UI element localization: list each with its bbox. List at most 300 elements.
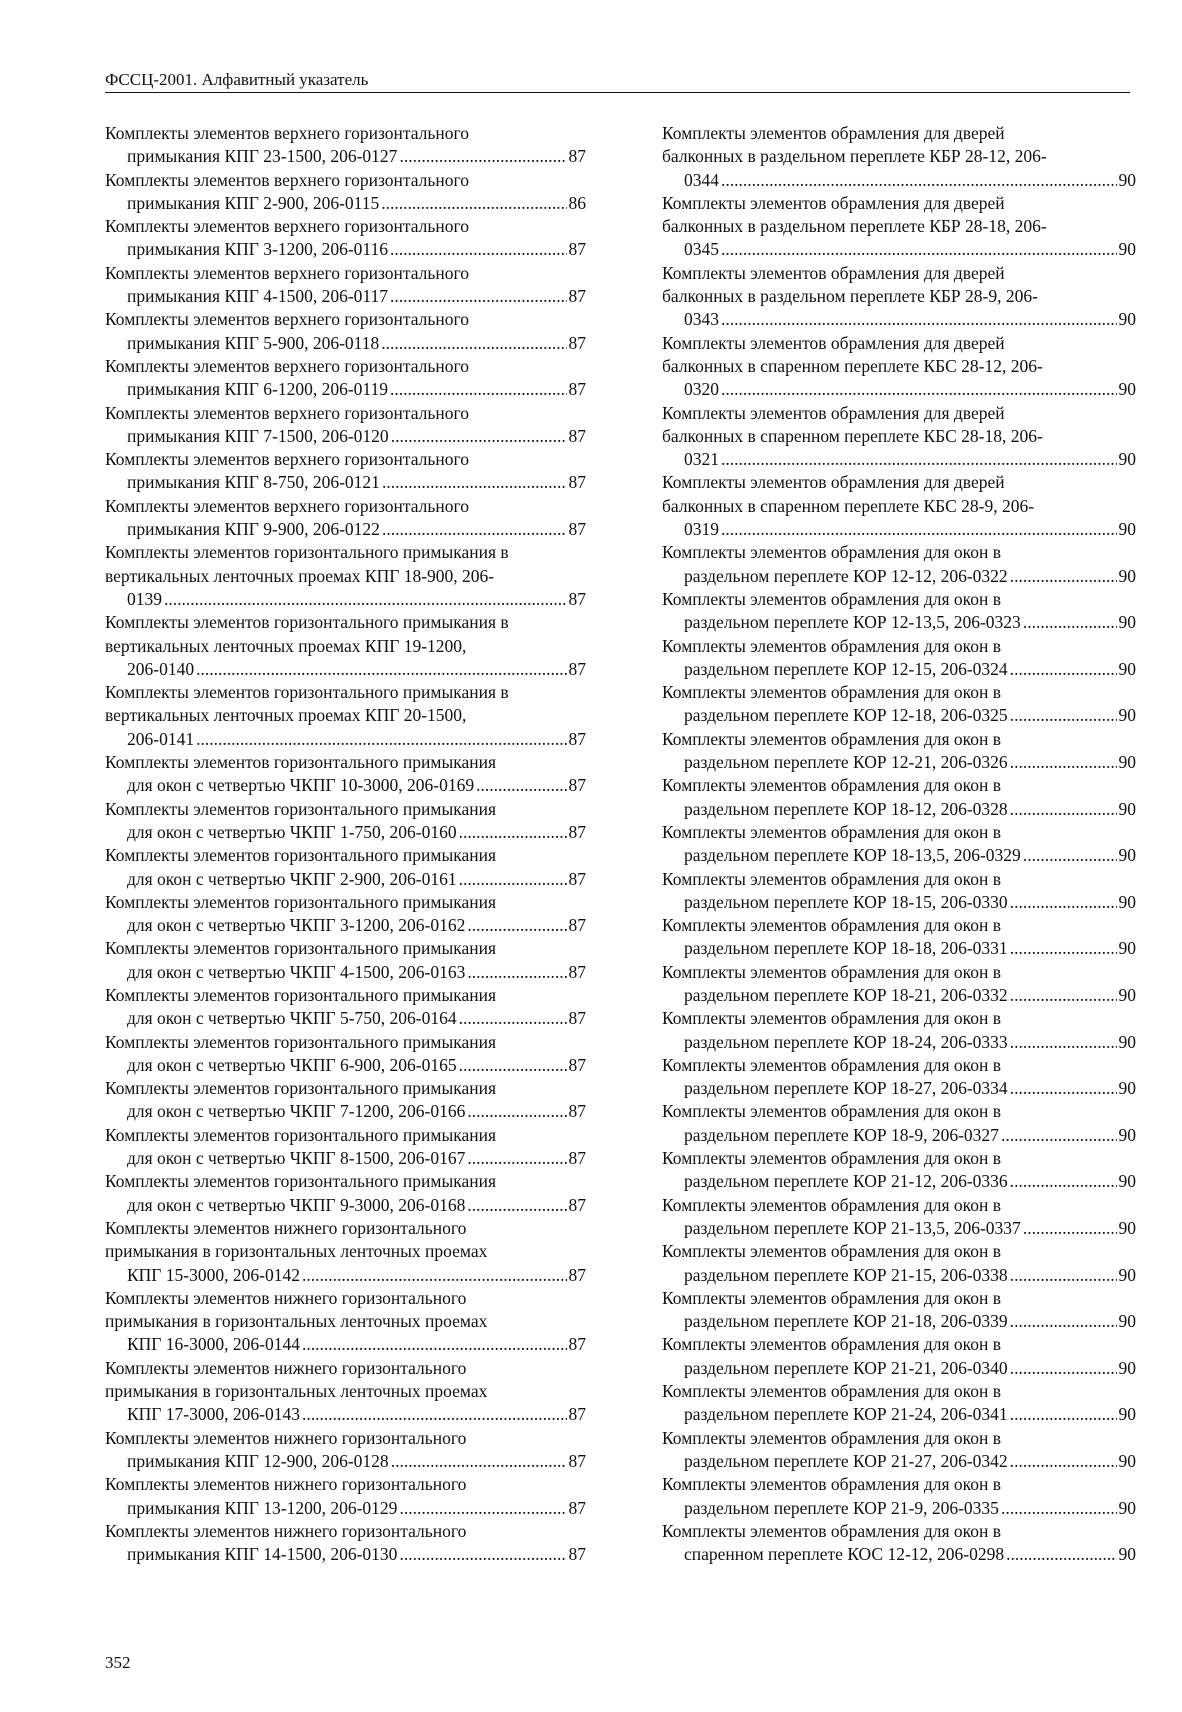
index-entry-code: раздельном переплете КОР 18-18, 206-0331	[684, 938, 1008, 959]
index-entry	[662, 1427, 1136, 1474]
index-entry-code: 206-0141	[127, 728, 195, 749]
index-entry-line: Комплекты элементов верхнего горизонтального	[105, 449, 469, 470]
index-entry-line: Комплекты элементов верхнего горизонтального	[105, 355, 469, 376]
index-entry-page: 90	[1118, 1031, 1136, 1052]
index-entry-reference	[684, 1031, 1136, 1054]
index-entry-reference	[127, 1497, 586, 1520]
index-entry-page: 87	[568, 1544, 586, 1565]
index-entry	[105, 937, 586, 984]
index-entry-line: балконных в раздельном переплете КБР 28-9, 206-	[662, 286, 1038, 307]
index-entry-reference	[684, 448, 1136, 471]
index-entry-reference	[684, 1543, 1136, 1566]
index-entry-line: вертикальных ленточных проемах КПГ 18-900, 206-	[105, 565, 495, 586]
index-entry-reference	[684, 378, 1136, 401]
index-entry-code: раздельном переплете КОР 21-18, 206-0339	[684, 1311, 1008, 1332]
index-entry	[662, 961, 1136, 1008]
index-entry	[105, 751, 586, 798]
dot-leader	[1023, 844, 1117, 867]
index-entry	[662, 402, 1136, 472]
index-entry-line: Комплекты элементов обрамления для дверей	[662, 262, 1005, 283]
index-entry-page: 90	[1118, 1450, 1136, 1471]
index-entry	[105, 308, 586, 355]
index-entry-reference	[127, 1403, 586, 1426]
index-entry-reference	[127, 425, 586, 448]
index-entry-line: примыкания в горизонтальных ленточных проемах	[105, 1241, 488, 1262]
index-entry	[105, 122, 586, 169]
index-entry-code: раздельном переплете КОР 21-21, 206-0340	[684, 1357, 1008, 1378]
index-entry-reference	[684, 1450, 1136, 1473]
index-entry-line: Комплекты элементов горизонтального примыкания	[105, 1031, 497, 1052]
index-entry-reference	[684, 169, 1136, 192]
index-entry-page: 90	[1118, 752, 1136, 773]
index-entry-reference	[127, 238, 586, 261]
dot-leader	[721, 518, 1117, 541]
index-entry-line: балконных в раздельном переплете КБР 28-18, 206-	[662, 216, 1047, 237]
index-entry-reference	[127, 285, 586, 308]
index-entry	[105, 1077, 586, 1124]
index-entry-reference	[127, 378, 586, 401]
index-entry-line: Комплекты элементов горизонтального примыкания	[105, 984, 497, 1005]
index-entry-reference	[127, 332, 586, 355]
index-entry-line: Комплекты элементов обрамления для окон в	[662, 821, 1001, 842]
index-entry	[105, 611, 586, 681]
index-entry-page: 90	[1118, 379, 1136, 400]
index-entry	[662, 262, 1136, 332]
index-entry	[105, 169, 586, 216]
header-rule	[105, 92, 1130, 93]
index-entry-reference	[127, 728, 586, 751]
index-entry-page: 87	[568, 1101, 586, 1122]
dot-leader	[196, 658, 566, 681]
index-entry-line: Комплекты элементов горизонтального примыкания в	[105, 612, 509, 633]
index-entry-page: 90	[1118, 705, 1136, 726]
index-entry-reference	[127, 1054, 586, 1077]
index-entry-code: раздельном переплете КОР 21-9, 206-0335	[684, 1497, 999, 1518]
index-entry-line: Комплекты элементов горизонтального примыкания в	[105, 682, 509, 703]
dot-leader	[467, 1147, 566, 1170]
index-entry-page: 90	[1118, 1357, 1136, 1378]
index-entry-page: 87	[568, 425, 586, 446]
dot-leader	[302, 1333, 567, 1356]
index-entry-line: Комплекты элементов обрамления для окон в	[662, 1054, 1001, 1075]
index-entry-page: 87	[568, 658, 586, 679]
index-entry-line: Комплекты элементов верхнего горизонтального	[105, 123, 469, 143]
index-entry-code: КПГ 16-3000, 206-0144	[127, 1334, 300, 1355]
index-entry-code: примыкания КПГ 8-750, 206-0121	[127, 472, 380, 493]
index-entry-line: балконных в спаренном переплете КБС 28-9, 206-	[662, 495, 1035, 516]
index-entry	[105, 1031, 586, 1078]
index-entry-code: примыкания КПГ 23-1500, 206-0127	[127, 146, 398, 167]
dot-leader	[1010, 1264, 1117, 1287]
dot-leader	[721, 238, 1117, 261]
index-entry	[105, 448, 586, 495]
index-entry-reference	[127, 1147, 586, 1170]
index-entry-code: примыкания КПГ 9-900, 206-0122	[127, 519, 380, 540]
index-entry-code: раздельном переплете КОР 21-12, 206-0336	[684, 1171, 1008, 1192]
index-entry-code: для окон с четвертью ЧКПГ 7-1200, 206-0166	[127, 1101, 466, 1122]
index-entry	[105, 215, 586, 262]
index-entry-page: 87	[568, 728, 586, 749]
index-entry-code: раздельном переплете КОР 18-24, 206-0333	[684, 1031, 1008, 1052]
index-entry-reference	[684, 1403, 1136, 1426]
index-entry-line: Комплекты элементов обрамления для окон в	[662, 1520, 1001, 1541]
index-entry-line: Комплекты элементов обрамления для окон в	[662, 728, 1001, 749]
index-entry-reference	[127, 914, 586, 937]
index-entry-line: Комплекты элементов обрамления для окон в	[662, 682, 1001, 703]
index-entry-reference	[684, 238, 1136, 261]
index-entry-code: для окон с четвертью ЧКПГ 4-1500, 206-0163	[127, 961, 466, 982]
index-entry-reference	[684, 611, 1136, 634]
index-entry-line: Комплекты элементов обрамления для окон в	[662, 775, 1001, 796]
index-entry-page: 90	[1118, 169, 1136, 190]
index-entry-reference	[684, 1170, 1136, 1193]
index-entry-line: балконных в спаренном переплете КБС 28-18, 206-	[662, 425, 1043, 446]
index-entry-code: раздельном переплете КОР 18-12, 206-0328	[684, 798, 1008, 819]
index-entry-code: примыкания КПГ 12-900, 206-0128	[127, 1450, 389, 1471]
index-entry-code: 0320	[684, 379, 719, 400]
index-entry	[662, 681, 1136, 728]
dot-leader	[721, 378, 1117, 401]
dot-leader	[399, 145, 566, 168]
index-entry-line: Комплекты элементов обрамления для дверей	[662, 332, 1005, 353]
index-entry-page: 90	[1118, 239, 1136, 260]
index-entry-line: Комплекты элементов обрамления для окон в	[662, 1334, 1001, 1355]
index-entry-line: Комплекты элементов верхнего горизонтального	[105, 216, 469, 237]
index-entry-reference	[684, 1310, 1136, 1333]
dot-leader	[390, 238, 566, 261]
dot-leader	[382, 471, 567, 494]
index-entry	[662, 1194, 1136, 1241]
index-entry-line: Комплекты элементов нижнего горизонтального	[105, 1427, 467, 1448]
index-entry	[105, 798, 586, 845]
dot-leader	[1010, 1450, 1117, 1473]
index-entry-line: балконных в раздельном переплете КБР 28-12, 206-	[662, 146, 1047, 167]
index-entry-page: 87	[568, 472, 586, 493]
dot-leader	[1010, 1170, 1117, 1193]
index-entry-line: примыкания в горизонтальных ленточных проемах	[105, 1311, 488, 1332]
index-entry-page: 87	[568, 1008, 586, 1029]
index-entry-page: 87	[568, 821, 586, 842]
index-entry-page: 90	[1118, 1497, 1136, 1518]
index-entry	[662, 332, 1136, 402]
index-entry-page: 90	[1118, 845, 1136, 866]
index-entry-reference	[127, 774, 586, 797]
index-column-right	[662, 122, 1136, 1566]
index-entry-page: 87	[568, 239, 586, 260]
index-entry	[105, 402, 586, 449]
index-entry-line: Комплекты элементов обрамления для окон в	[662, 542, 1001, 563]
index-entry-reference	[127, 821, 586, 844]
index-entry	[105, 1357, 586, 1427]
index-entry-code: раздельном переплете КОР 21-15, 206-0338	[684, 1264, 1008, 1285]
index-entry-line: Комплекты элементов обрамления для окон в	[662, 1381, 1001, 1402]
dot-leader	[476, 774, 566, 797]
index-entry-code: 0139	[127, 588, 162, 609]
index-entry-page: 90	[1118, 1124, 1136, 1145]
index-entry	[662, 914, 1136, 961]
index-entry	[662, 728, 1136, 775]
index-entry	[662, 192, 1136, 262]
index-entry-reference	[684, 1077, 1136, 1100]
dot-leader	[721, 169, 1117, 192]
index-entry-reference	[684, 844, 1136, 867]
index-entry-reference	[127, 1007, 586, 1030]
dot-leader	[1006, 1543, 1116, 1566]
index-entry-page: 90	[1118, 1078, 1136, 1099]
index-entry-line: Комплекты элементов обрамления для окон в	[662, 635, 1001, 656]
index-entry	[662, 1147, 1136, 1194]
index-entry	[662, 588, 1136, 635]
index-entry-page: 86	[568, 192, 586, 213]
index-entry-reference	[127, 1333, 586, 1356]
index-entry	[105, 355, 586, 402]
index-entry-line: Комплекты элементов нижнего горизонтального	[105, 1217, 467, 1238]
index-entry-page: 87	[568, 1194, 586, 1215]
index-entry	[105, 1473, 586, 1520]
index-entry-page: 87	[568, 519, 586, 540]
index-entry-line: Комплекты элементов верхнего горизонтального	[105, 169, 469, 190]
index-entry-code: для окон с четвертью ЧКПГ 1-750, 206-0160	[127, 821, 457, 842]
dot-leader	[381, 192, 566, 215]
dot-leader	[1023, 1217, 1117, 1240]
index-entry-code: примыкания КПГ 2-900, 206-0115	[127, 192, 380, 213]
dot-leader	[196, 728, 566, 751]
dot-leader	[1010, 751, 1117, 774]
index-entry	[105, 1124, 586, 1171]
index-entry-line: Комплекты элементов обрамления для окон в	[662, 1287, 1001, 1308]
index-entry-line: Комплекты элементов верхнего горизонтального	[105, 402, 469, 423]
index-entry-code: раздельном переплете КОР 18-13,5, 206-0329	[684, 845, 1021, 866]
index-entry-reference	[127, 145, 586, 168]
index-entry-code: для окон с четвертью ЧКПГ 9-3000, 206-0168	[127, 1194, 466, 1215]
index-entry-code: 0343	[684, 309, 719, 330]
index-entry-reference	[684, 1264, 1136, 1287]
index-entry-reference	[684, 1217, 1136, 1240]
index-entry	[662, 868, 1136, 915]
index-entry-reference	[684, 704, 1136, 727]
index-entry	[662, 635, 1136, 682]
index-entry-line: Комплекты элементов обрамления для окон в	[662, 1241, 1001, 1262]
index-entry-page: 87	[568, 332, 586, 353]
index-entry-code: примыкания КПГ 5-900, 206-0118	[127, 332, 380, 353]
index-entry-page: 90	[1118, 519, 1136, 540]
index-entry-line: Комплекты элементов нижнего горизонтального	[105, 1520, 467, 1541]
index-entry-line: примыкания в горизонтальных ленточных проемах	[105, 1381, 488, 1402]
index-entry-page: 90	[1118, 449, 1136, 470]
index-entry-code: раздельном переплете КОР 21-13,5, 206-0337	[684, 1217, 1021, 1238]
index-entry-line: Комплекты элементов обрамления для окон в	[662, 588, 1001, 609]
index-entry-reference	[127, 961, 586, 984]
index-entry	[662, 471, 1136, 541]
index-entry	[105, 681, 586, 751]
index-entry-page: 87	[568, 379, 586, 400]
dot-leader	[399, 1543, 566, 1566]
dot-leader	[467, 914, 566, 937]
dot-leader	[1010, 984, 1117, 1007]
index-entry-code: примыкания КПГ 13-1200, 206-0129	[127, 1497, 398, 1518]
index-entry	[662, 1100, 1136, 1147]
index-entry-line: Комплекты элементов обрамления для окон в	[662, 1101, 1001, 1122]
index-entry	[662, 541, 1136, 588]
index-entry-code: 0321	[684, 449, 719, 470]
index-entry-code: спаренном переплете КОС 12-12, 206-0298	[684, 1544, 1005, 1565]
index-entry-page: 90	[1118, 938, 1136, 959]
dot-leader	[1010, 565, 1117, 588]
index-entry-line: Комплекты элементов нижнего горизонтального	[105, 1474, 467, 1495]
dot-leader	[467, 961, 566, 984]
index-entry	[105, 262, 586, 309]
dot-leader	[302, 1264, 567, 1287]
index-entry-page: 87	[568, 961, 586, 982]
dot-leader	[399, 1497, 566, 1520]
index-entry-line: Комплекты элементов обрамления для дверей	[662, 402, 1005, 423]
dot-leader	[390, 378, 566, 401]
index-entry-line: Комплекты элементов горизонтального примыкания	[105, 798, 497, 819]
index-entry-reference	[684, 937, 1136, 960]
index-entry-code: примыкания КПГ 3-1200, 206-0116	[127, 239, 389, 260]
index-entry-line: Комплекты элементов верхнего горизонтального	[105, 262, 469, 283]
dot-leader	[459, 868, 567, 891]
dot-leader	[164, 588, 567, 611]
dot-leader	[391, 1450, 567, 1473]
index-entry-line: Комплекты элементов горизонтального примыкания в	[105, 542, 509, 563]
index-entry	[662, 1287, 1136, 1334]
index-entry-line: Комплекты элементов обрамления для окон в	[662, 868, 1001, 889]
index-entry-code: для окон с четвертью ЧКПГ 6-900, 206-0165	[127, 1054, 457, 1075]
dot-leader	[1010, 937, 1117, 960]
index-entry-code: раздельном переплете КОР 18-15, 206-0330	[684, 891, 1008, 912]
index-entry-reference	[127, 588, 586, 611]
index-entry	[105, 984, 586, 1031]
index-entry-reference	[684, 1357, 1136, 1380]
index-entry-code: 0345	[684, 239, 719, 260]
index-entry-line: Комплекты элементов обрамления для окон в	[662, 1427, 1001, 1448]
index-entry-reference	[127, 192, 586, 215]
index-entry-page: 87	[568, 146, 586, 167]
index-entry-line: Комплекты элементов обрамления для дверей	[662, 472, 1005, 493]
index-entry	[662, 821, 1136, 868]
index-entry-line: Комплекты элементов горизонтального примыкания	[105, 891, 497, 912]
index-entry-reference	[127, 471, 586, 494]
index-entry-code: раздельном переплете КОР 18-21, 206-0332	[684, 984, 1008, 1005]
dot-leader	[1001, 1497, 1117, 1520]
dot-leader	[1010, 798, 1117, 821]
index-entry-page: 90	[1118, 891, 1136, 912]
index-entry-line: Комплекты элементов обрамления для окон в	[662, 1194, 1001, 1215]
index-entry-reference	[127, 868, 586, 891]
dot-leader	[1010, 1357, 1117, 1380]
index-entry-code: 0344	[684, 169, 719, 190]
index-entry-line: вертикальных ленточных проемах КПГ 19-1200,	[105, 635, 467, 656]
index-entry-page: 87	[568, 915, 586, 936]
index-entry	[662, 122, 1136, 192]
index-entry-line: Комплекты элементов верхнего горизонтального	[105, 309, 469, 330]
index-entry-page: 90	[1118, 984, 1136, 1005]
index-entry-line: Комплекты элементов обрамления для дверей	[662, 123, 1005, 143]
index-entry-line: Комплекты элементов нижнего горизонтального	[105, 1357, 467, 1378]
index-entry-page: 87	[568, 1497, 586, 1518]
index-entry-code: 206-0140	[127, 658, 195, 679]
index-entry-code: раздельном переплете КОР 12-15, 206-0324	[684, 658, 1008, 679]
index-entry-line: Комплекты элементов горизонтального примыкания	[105, 1078, 497, 1099]
index-entry-line: Комплекты элементов нижнего горизонтального	[105, 1287, 467, 1308]
dot-leader	[1010, 658, 1117, 681]
index-entry-line: балконных в спаренном переплете КБС 28-12, 206-	[662, 355, 1043, 376]
dot-leader	[382, 518, 567, 541]
index-entry-line: Комплекты элементов обрамления для окон в	[662, 1148, 1001, 1169]
index-entry-line: Комплекты элементов обрамления для окон в	[662, 961, 1001, 982]
index-entry-line: Комплекты элементов горизонтального примыкания	[105, 938, 497, 959]
index-entry-reference	[684, 308, 1136, 331]
index-entry-page: 87	[568, 588, 586, 609]
index-entry-line: Комплекты элементов горизонтального примыкания	[105, 845, 497, 866]
dot-leader	[390, 285, 566, 308]
dot-leader	[459, 821, 567, 844]
index-entry-line: Комплекты элементов горизонтального примыкания	[105, 1124, 497, 1145]
index-entry	[105, 1170, 586, 1217]
dot-leader	[1010, 1310, 1117, 1333]
index-entry-reference	[684, 565, 1136, 588]
dot-leader	[1010, 1031, 1117, 1054]
index-entry-code: раздельном переплете КОР 12-21, 206-0326	[684, 752, 1008, 773]
index-entry-reference	[684, 798, 1136, 821]
index-entry-reference	[127, 1543, 586, 1566]
index-entry-reference	[684, 518, 1136, 541]
dot-leader	[381, 332, 566, 355]
index-entry-code: для окон с четвертью ЧКПГ 5-750, 206-0164	[127, 1008, 457, 1029]
dot-leader	[1010, 704, 1117, 727]
index-entry-page: 87	[568, 286, 586, 307]
index-entry	[662, 1054, 1136, 1101]
index-entry	[105, 1427, 586, 1474]
index-entry-code: раздельном переплете КОР 12-18, 206-0325	[684, 705, 1008, 726]
index-entry-line: Комплекты элементов обрамления для окон в	[662, 1474, 1001, 1495]
index-entry	[662, 1240, 1136, 1287]
index-entry-page: 87	[568, 1264, 586, 1285]
index-entry-reference	[127, 518, 586, 541]
index-entry-reference	[127, 1450, 586, 1473]
index-entry-code: примыкания КПГ 7-1500, 206-0120	[127, 425, 389, 446]
dot-leader	[1023, 611, 1117, 634]
index-entry-reference	[684, 984, 1136, 1007]
index-entry	[105, 1287, 586, 1357]
index-entry-code: раздельном переплете КОР 21-24, 206-0341	[684, 1404, 1008, 1425]
index-entry-reference	[684, 891, 1136, 914]
index-entry	[105, 1520, 586, 1567]
index-entry-reference	[684, 1497, 1136, 1520]
index-entry-page: 90	[1118, 1217, 1136, 1238]
index-entry	[105, 891, 586, 938]
index-entry	[662, 1380, 1136, 1427]
index-entry-line: Комплекты элементов горизонтального примыкания	[105, 752, 497, 773]
dot-leader	[1010, 1077, 1117, 1100]
dot-leader	[1001, 1124, 1117, 1147]
dot-leader	[302, 1403, 567, 1426]
dot-leader	[721, 448, 1117, 471]
index-entry-line: Комплекты элементов обрамления для дверей	[662, 192, 1005, 213]
index-entry	[105, 541, 586, 611]
index-entry-page: 90	[1118, 1404, 1136, 1425]
index-entry-code: раздельном переплете КОР 12-12, 206-0322	[684, 565, 1008, 586]
page-number: 352	[105, 1653, 131, 1672]
index-entry-code: раздельном переплете КОР 18-27, 206-0334	[684, 1078, 1008, 1099]
index-entry-page: 90	[1118, 798, 1136, 819]
index-entry-code: раздельном переплете КОР 21-27, 206-0342	[684, 1450, 1008, 1471]
index-entry-page: 90	[1118, 565, 1136, 586]
index-entry-reference	[684, 658, 1136, 681]
index-entry-page: 87	[568, 1148, 586, 1169]
index-entry-page: 87	[568, 775, 586, 796]
